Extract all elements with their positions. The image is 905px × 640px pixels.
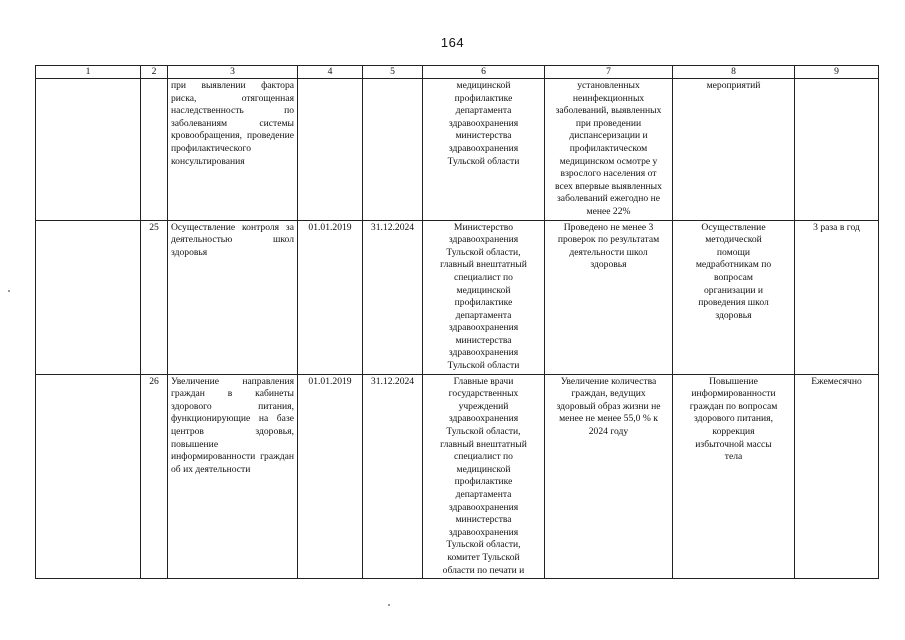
column-header-7: 7 [545,66,673,79]
column-number-row [36,66,879,79]
row-number: 26 [141,374,168,579]
column-header-5: 5 [363,66,423,79]
indicator-cell: Увеличение количества граждан, ведущих здоровый образ жизни не менее не менее 55,0 % к 2024 году [545,374,673,579]
column-header-1: 1 [36,66,141,79]
period-cell: 3 раза в год [795,220,879,374]
action-cell: при выявлении фактора риска, отягощенная наследственность по заболеваниям системы кровообращения, проведение профилактического консультирования [168,79,298,221]
end-date: 31.12.2024 [363,220,423,374]
action-cell: Осуществление контроля за деятельностью школ здоровья [168,220,298,374]
cell-empty [36,220,141,374]
scan-speck [388,604,390,606]
start-date: 01.01.2019 [298,220,363,374]
table-row [36,79,879,221]
column-header-6: 6 [423,66,545,79]
row-number: 25 [141,220,168,374]
page-number: 164 [440,35,465,50]
action-cell: Увеличение направления граждан в кабинеты здорового питания, функционирующие на базе центров здоровья, повышение информированности граждан об их деятельности [168,374,298,579]
period-cell: Ежемесячно [795,374,879,579]
indicator-cell: Проведено не менее 3 проверок по результатам деятельности школ здоровья [545,220,673,374]
start-date: 01.01.2019 [298,374,363,579]
column-header-9: 9 [795,66,879,79]
period-cell [795,79,879,221]
column-header-3: 3 [168,66,298,79]
table-row [36,374,879,579]
scan-speck [8,290,10,292]
end-date [363,79,423,221]
end-date: 31.12.2024 [363,374,423,579]
executor-cell: медицинской профилактике департамента здравоохранения министерства здравоохранения Тульской области [423,79,545,221]
cell-empty [36,79,141,221]
result-cell: мероприятий [673,79,795,221]
result-cell: Повышение информированности граждан по вопросам здорового питания, коррекция избыточной массы тела [673,374,795,579]
column-header-2: 2 [141,66,168,79]
start-date [298,79,363,221]
indicator-cell: установленных неинфекционных заболеваний, выявленных при проведении диспансеризации и профилактическом медицинском осмотре у взрослого населения от всех впервые выявленных заболеваний ежегодно не менее 22% [545,79,673,221]
measures-table [35,65,879,579]
cell-empty [36,374,141,579]
column-header-8: 8 [673,66,795,79]
result-cell: Осуществление методической помощи медработникам по вопросам организации и проведения школ здоровья [673,220,795,374]
table-row [36,220,879,374]
executor-cell: Министерство здравоохранения Тульской области, главный внештатный специалист по медицинской профилактике департамента здравоохранения министерства здравоохранения Тульской области [423,220,545,374]
row-number [141,79,168,221]
column-header-4: 4 [298,66,363,79]
executor-cell: Главные врачи государственных учреждений здравоохранения Тульской области, главный внештатный специалист по медицинской профилактике департамента здравоохранения министерства здравоохранения Тульской области, комитет Тульской области по печати и [423,374,545,579]
